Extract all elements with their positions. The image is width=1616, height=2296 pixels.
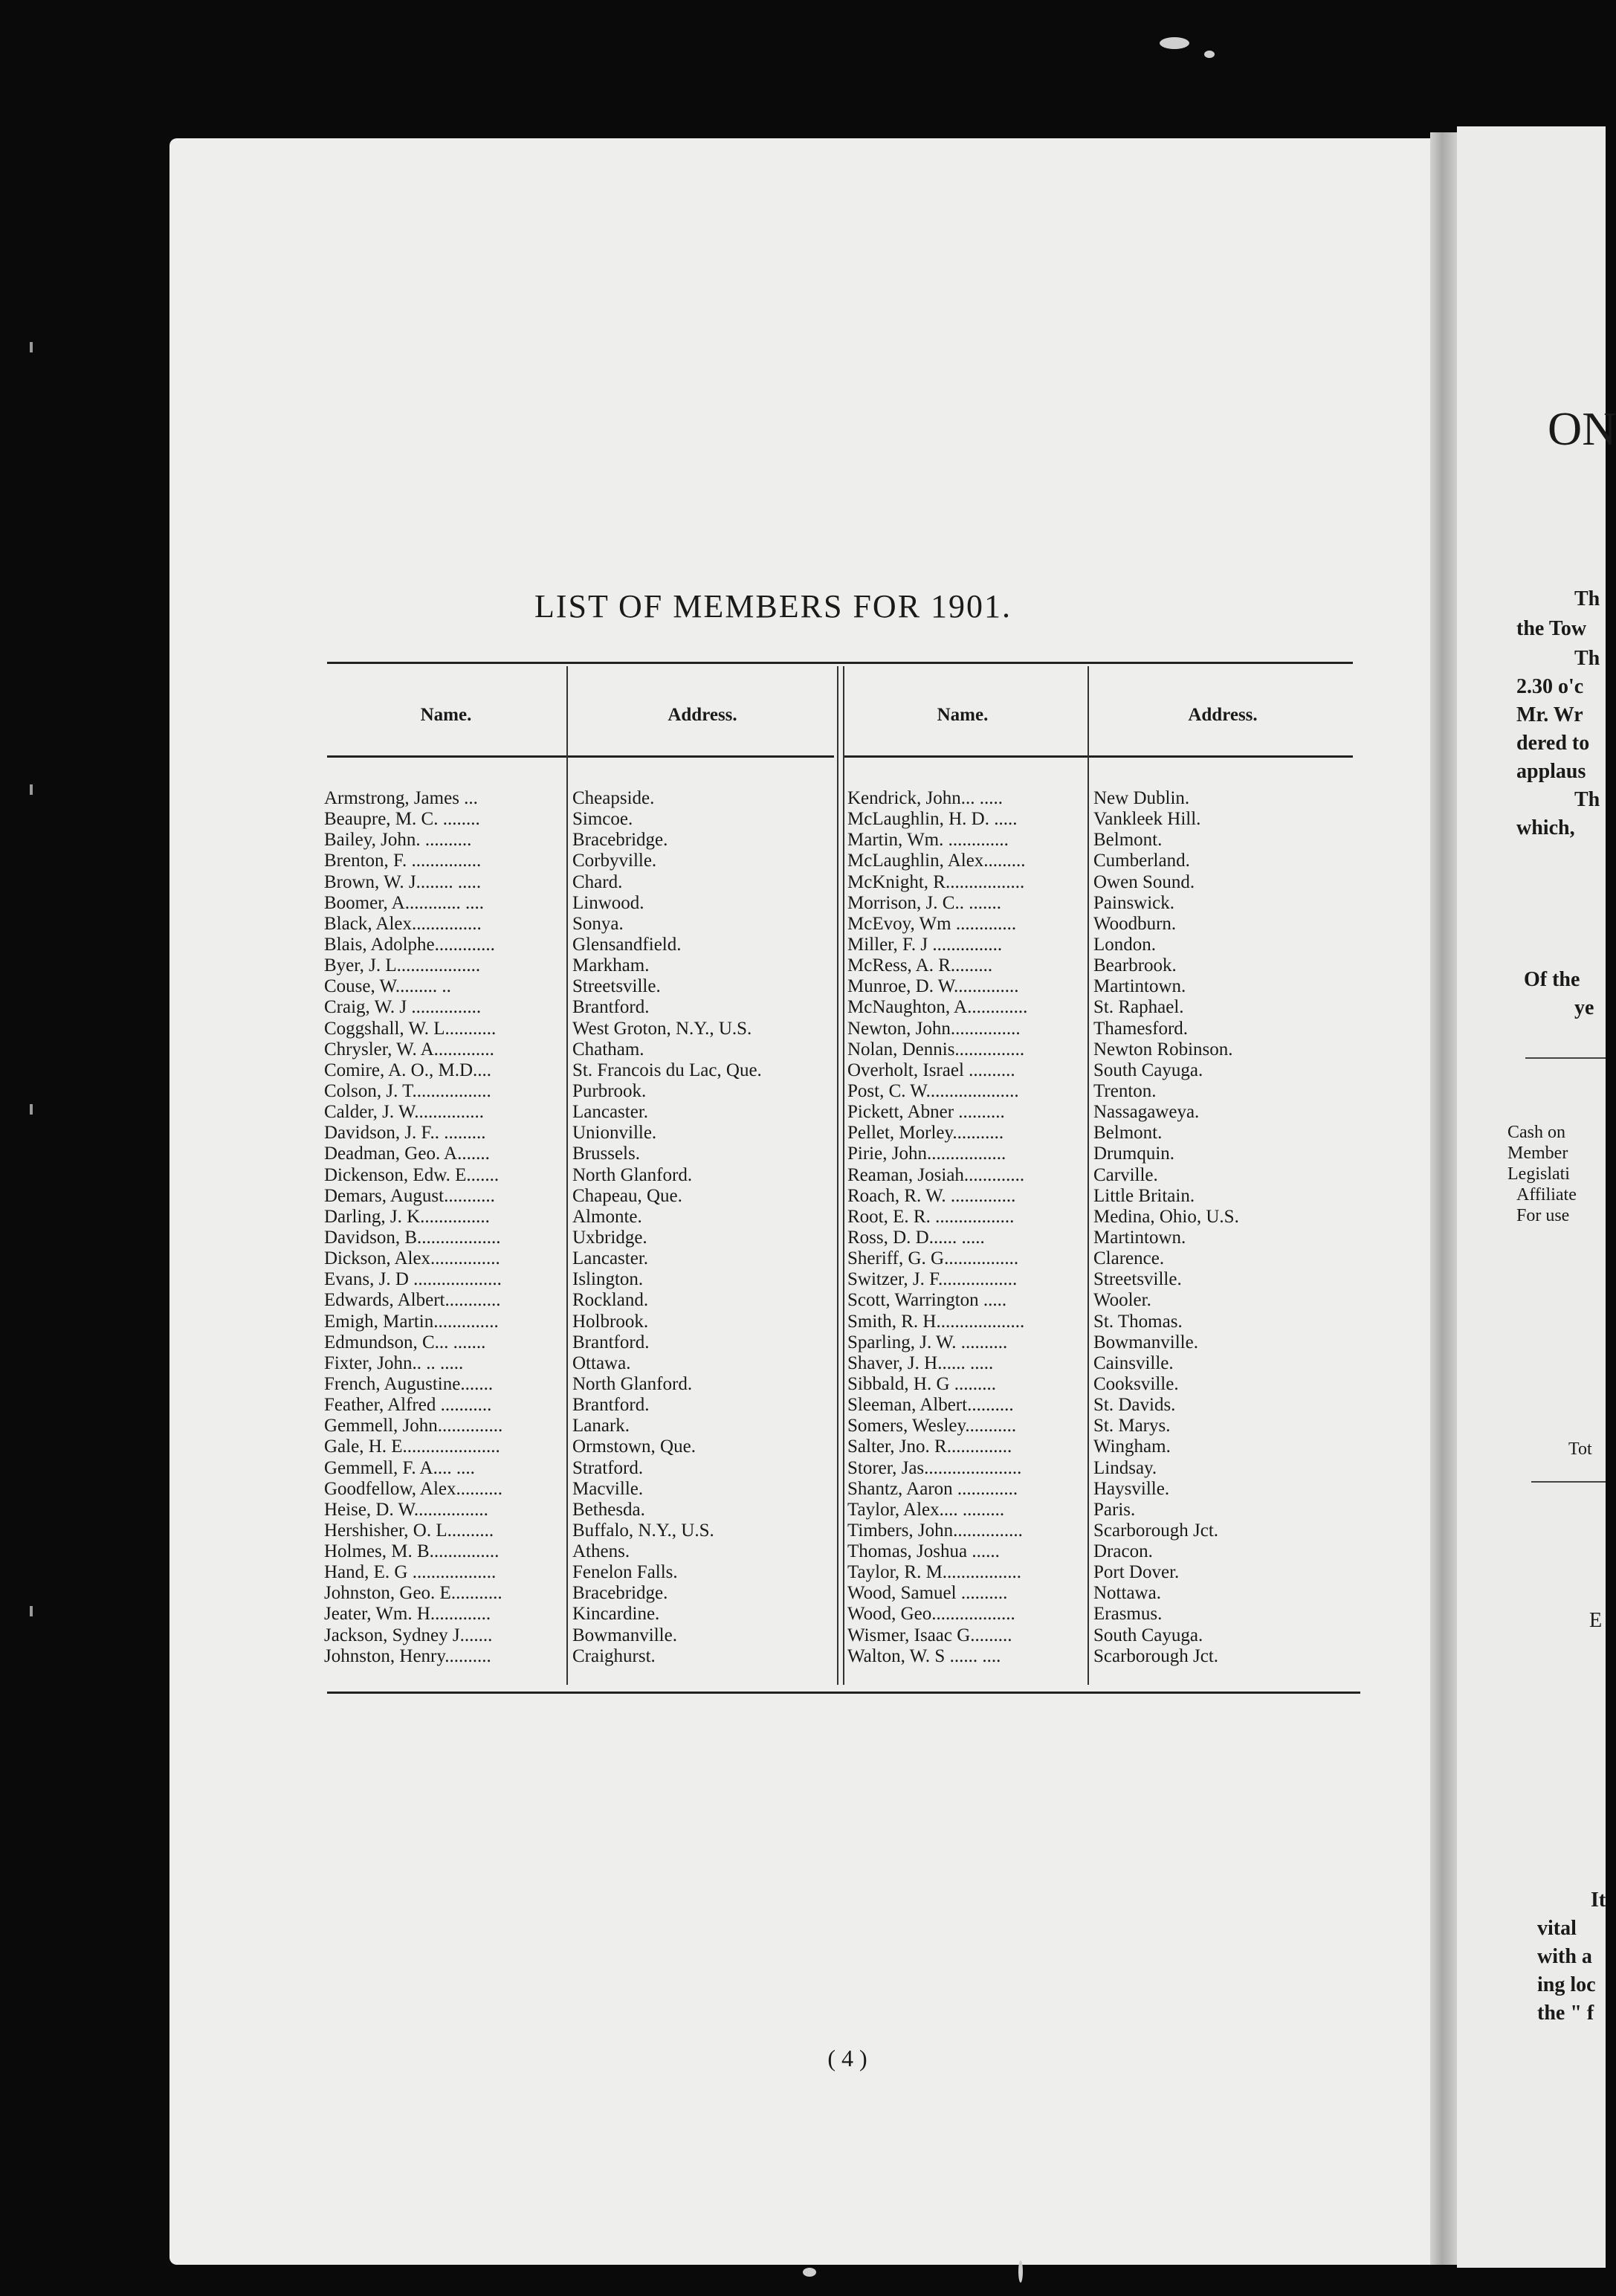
member-name: Shaver, J. H...... ..... [847, 1352, 994, 1373]
member-name: Sheriff, G. G................ [847, 1248, 1019, 1269]
member-name: Armstrong, James ... [324, 788, 478, 808]
member-address: Holbrook. [572, 1311, 649, 1332]
member-name: Wood, Samuel .......... [847, 1583, 1008, 1604]
member-name: Jeater, Wm. H............. [324, 1604, 491, 1625]
member-name: Sibbald, H. G ......... [847, 1373, 996, 1394]
member-name: Davidson, J. F.. ......... [324, 1123, 486, 1144]
member-address: Painswick. [1093, 892, 1175, 913]
facing-fragment: ing loc [1537, 1973, 1596, 1996]
member-name: McEvoy, Wm ............. [847, 913, 1017, 934]
member-address: Thamesford. [1093, 1018, 1189, 1039]
member-name: Johnston, Henry.......... [324, 1645, 491, 1666]
member-name: Scott, Warrington ..... [847, 1290, 1007, 1311]
facing-fragment: Th [1574, 587, 1600, 610]
member-address: Scarborough Jct. [1093, 1520, 1219, 1541]
member-address: Brussels. [572, 1144, 640, 1164]
facing-fragment: Th [1574, 788, 1600, 811]
facing-fragment: Tot [1568, 1439, 1592, 1459]
facing-fragment: For use [1516, 1206, 1570, 1225]
facing-fragment: Affiliate [1516, 1185, 1577, 1205]
member-address: Newton Robinson. [1093, 1039, 1233, 1060]
member-name: Boomer, A............ .... [324, 892, 484, 913]
member-addresses-right [1093, 788, 1361, 1667]
member-name: Thomas, Joshua ...... [847, 1541, 1000, 1562]
facing-fragment: Th [1574, 647, 1600, 670]
member-name: Couse, W......... .. [324, 976, 451, 997]
member-address: Trenton. [1093, 1080, 1157, 1101]
scan-mark [30, 1606, 33, 1616]
facing-fragment: Legislati [1507, 1164, 1570, 1184]
member-address: Bethesda. [572, 1499, 645, 1520]
member-address: South Cayuga. [1093, 1625, 1203, 1645]
member-name: Dickenson, Edw. E....... [324, 1164, 500, 1185]
member-name: Nolan, Dennis............... [847, 1039, 1025, 1060]
member-address: Rockland. [572, 1290, 649, 1311]
member-address: Scarborough Jct. [1093, 1645, 1219, 1666]
member-address: Woodburn. [1093, 913, 1177, 934]
member-name: Holmes, M. B............... [324, 1541, 500, 1562]
member-name: Switzer, J. F................. [847, 1269, 1018, 1290]
member-address: Nottawa. [1093, 1583, 1161, 1604]
member-name: Edwards, Albert............ [324, 1290, 501, 1311]
member-name: Evans, J. D ................... [324, 1269, 502, 1290]
member-name: Smith, R. H................... [847, 1311, 1025, 1332]
facing-fragment: vital [1537, 1917, 1577, 1940]
member-name: Gemmell, John.............. [324, 1416, 503, 1436]
facing-fragment: Member [1507, 1144, 1568, 1163]
facing-rule [1525, 1057, 1606, 1059]
table-bottom-rule [327, 1692, 1360, 1694]
page-number: ( 4 ) [827, 2045, 867, 2071]
member-address: Corbyville. [572, 851, 657, 871]
facing-fragment: which, [1516, 816, 1575, 839]
member-name: Darling, J. K............... [324, 1206, 490, 1227]
member-name: Wood, Geo.................. [847, 1604, 1015, 1625]
center-double-rule [837, 666, 838, 1685]
member-address: Little Britain. [1093, 1185, 1195, 1206]
member-name: Timbers, John............... [847, 1520, 1023, 1541]
member-name: Edmundson, C... ....... [324, 1332, 486, 1352]
book-gutter [1430, 132, 1457, 2265]
scan-speck [1204, 51, 1215, 58]
member-address: Paris. [1093, 1499, 1136, 1520]
member-name: Salter, Jno. R.............. [847, 1436, 1012, 1457]
member-address: London. [1093, 934, 1157, 955]
member-name: Taylor, R. M................. [847, 1562, 1022, 1583]
member-name: Hershisher, O. L.......... [324, 1520, 494, 1541]
member-address: New Dublin. [1093, 788, 1190, 808]
member-address: Streetsville. [572, 976, 661, 997]
member-name: Davidson, B.................. [324, 1227, 501, 1248]
member-name: Dickson, Alex............... [324, 1248, 500, 1269]
member-address: Ottawa. [572, 1352, 631, 1373]
facing-fragment: Cash on [1507, 1123, 1565, 1142]
member-address: Bowmanville. [572, 1625, 677, 1645]
scan-mark [30, 784, 33, 795]
member-name: Roach, R. W. .............. [847, 1185, 1016, 1206]
member-address: Chard. [572, 871, 623, 892]
member-name: Feather, Alfred ........... [324, 1395, 492, 1416]
member-name: Heise, D. W................ [324, 1499, 488, 1520]
member-name: Storer, Jas..................... [847, 1457, 1022, 1478]
member-address: Bracebridge. [572, 830, 668, 851]
facing-fragment: E [1589, 1609, 1603, 1632]
member-name: Reaman, Josiah............. [847, 1164, 1025, 1185]
member-address: Buffalo, N.Y., U.S. [572, 1520, 714, 1541]
scan-mark [30, 1104, 33, 1115]
member-address: Ormstown, Que. [572, 1436, 696, 1457]
table-top-rule [327, 662, 1353, 664]
member-address: Islington. [572, 1269, 644, 1290]
member-names-left [324, 788, 562, 1667]
member-name: Sleeman, Albert.......... [847, 1395, 1014, 1416]
member-address: West Groton, N.Y., U.S. [572, 1018, 752, 1039]
member-name: McLaughlin, Alex......... [847, 851, 1026, 871]
member-address: Cumberland. [1093, 851, 1190, 871]
member-address: Almonte. [572, 1206, 642, 1227]
header-underline-right [844, 755, 1353, 758]
facing-rule [1531, 1481, 1606, 1483]
member-name: Comire, A. O., M.D.... [324, 1060, 491, 1080]
member-name: Martin, Wm. ............. [847, 830, 1009, 851]
member-address: Cainsville. [1093, 1352, 1174, 1373]
member-name: French, Augustine....... [324, 1373, 494, 1394]
member-address: Markham. [572, 955, 650, 976]
member-name: Jackson, Sydney J....... [324, 1625, 493, 1645]
member-address: Lancaster. [572, 1248, 649, 1269]
member-name: Brenton, F. ............... [324, 851, 482, 871]
facing-fragment: applaus [1516, 760, 1586, 783]
member-name: Ross, D. D...... ..... [847, 1227, 985, 1248]
member-address: Drumquin. [1093, 1144, 1175, 1164]
member-name: Bailey, John. .......... [324, 830, 472, 851]
member-address: Fenelon Falls. [572, 1562, 678, 1583]
member-address: Dracon. [1093, 1541, 1153, 1562]
member-name: Post, C. W.................... [847, 1080, 1019, 1101]
facing-fragment: Of the [1524, 968, 1580, 991]
member-address: Glensandfield. [572, 934, 682, 955]
member-name: Black, Alex............... [324, 913, 482, 934]
member-name: Newton, John............... [847, 1018, 1021, 1039]
header-underline-left [327, 755, 834, 758]
member-address: Craighurst. [572, 1645, 656, 1666]
member-address: Port Dover. [1093, 1562, 1180, 1583]
member-address: Brantford. [572, 997, 650, 1018]
member-address: Linwood. [572, 892, 644, 913]
member-address: South Cayuga. [1093, 1060, 1203, 1080]
member-address: Wooler. [1093, 1290, 1151, 1311]
scan-speck [1160, 37, 1189, 49]
member-address: Carville. [1093, 1164, 1158, 1185]
member-name: Calder, J. W............... [324, 1102, 484, 1123]
member-address: Cheapside. [572, 788, 655, 808]
member-name: Morrison, J. C.. ....... [847, 892, 1001, 913]
member-name: Miller, F. J ............... [847, 934, 1003, 955]
member-address: Simcoe. [572, 809, 633, 830]
member-address: Wingham. [1093, 1436, 1171, 1457]
facing-fragment: 2.30 o'c [1516, 675, 1584, 698]
member-name: Emigh, Martin.............. [324, 1311, 499, 1332]
facing-fragment: the Tow [1516, 617, 1587, 640]
member-address: St. Raphael. [1093, 997, 1184, 1018]
member-address: Erasmus. [1093, 1604, 1163, 1625]
column-divider [566, 666, 568, 1685]
facing-fragment: with a [1537, 1945, 1592, 1968]
member-address: Owen Sound. [1093, 871, 1195, 892]
member-address: Brantford. [572, 1332, 650, 1352]
member-addresses-left [572, 788, 837, 1667]
member-address: St. Thomas. [1093, 1311, 1183, 1332]
member-address: Lanark. [572, 1416, 630, 1436]
member-address: Belmont. [1093, 1123, 1163, 1144]
member-name: Johnston, Geo. E........... [324, 1583, 502, 1604]
member-name: Munroe, D. W.............. [847, 976, 1019, 997]
facing-fragment: ON [1548, 402, 1616, 455]
member-address: Athens. [572, 1541, 630, 1562]
member-name: Coggshall, W. L........... [324, 1018, 497, 1039]
member-address: St. Davids. [1093, 1395, 1176, 1416]
member-name: Wismer, Isaac G......... [847, 1625, 1012, 1645]
center-double-rule [843, 666, 844, 1685]
member-address: Bearbrook. [1093, 955, 1177, 976]
scan-mark [30, 342, 33, 352]
member-address: Uxbridge. [572, 1227, 647, 1248]
member-name: Colson, J. T................. [324, 1080, 491, 1101]
facing-fragment: It [1591, 1889, 1606, 1912]
member-address: North Glanford. [572, 1373, 693, 1394]
member-name: Blais, Adolphe............. [324, 934, 495, 955]
member-name: Hand, E. G .................. [324, 1562, 497, 1583]
member-name: Gemmell, F. A.... .... [324, 1457, 475, 1478]
member-address: Lancaster. [572, 1102, 649, 1123]
member-address: Chapeau, Que. [572, 1185, 682, 1206]
facing-fragment: ye [1574, 996, 1594, 1019]
member-name: Fixter, John.. .. ..... [324, 1352, 464, 1373]
member-address: Kincardine. [572, 1604, 660, 1625]
facing-fragment: dered to [1516, 732, 1590, 755]
member-address: Haysville. [1093, 1478, 1170, 1499]
member-address: Cooksville. [1093, 1373, 1179, 1394]
member-name: Pickett, Abner .......... [847, 1102, 1005, 1123]
member-name: Overholt, Israel .......... [847, 1060, 1015, 1080]
member-name: Sparling, J. W. .......... [847, 1332, 1008, 1352]
member-address: Sonya. [572, 913, 624, 934]
header-address-right: Address. [1188, 705, 1258, 725]
member-name: Brown, W. J........ ..... [324, 871, 482, 892]
header-address-left: Address. [668, 705, 737, 725]
member-address: Lindsay. [1093, 1457, 1157, 1478]
member-address: Purbrook. [572, 1080, 647, 1101]
member-name: Byer, J. L.................. [324, 955, 481, 976]
member-address: St. Marys. [1093, 1416, 1171, 1436]
member-name: Craig, W. J ............... [324, 997, 482, 1018]
member-name: Kendrick, John... ..... [847, 788, 1003, 808]
member-address: Martintown. [1093, 976, 1186, 997]
member-address: Stratford. [572, 1457, 644, 1478]
scan-speck [1018, 2260, 1023, 2283]
scan-speck [803, 2268, 816, 2277]
member-name: McLaughlin, H. D. ..... [847, 809, 1018, 830]
member-address: Nassagaweya. [1093, 1102, 1200, 1123]
member-address: St. Francois du Lac, Que. [572, 1060, 762, 1080]
member-address: Chatham. [572, 1039, 644, 1060]
column-divider [1087, 666, 1089, 1685]
member-address: Macville. [572, 1478, 644, 1499]
member-name: McKnight, R................. [847, 871, 1025, 892]
member-name: Demars, August........... [324, 1185, 495, 1206]
header-name-left: Name. [420, 705, 472, 725]
member-name: Somers, Wesley........... [847, 1416, 1017, 1436]
page-title: LIST OF MEMBERS FOR 1901. [534, 588, 1012, 625]
member-address: Belmont. [1093, 830, 1163, 851]
member-address: Vankleek Hill. [1093, 809, 1201, 830]
header-name-right: Name. [937, 705, 989, 725]
member-name: Gale, H. E..................... [324, 1436, 500, 1457]
facing-fragment: Mr. Wr [1516, 703, 1583, 726]
member-address: Brantford. [572, 1395, 650, 1416]
facing-fragment: the " f [1537, 2002, 1594, 2025]
member-name: Pirie, John................. [847, 1144, 1006, 1164]
member-name: Taylor, Alex.... ......... [847, 1499, 1005, 1520]
member-name: Goodfellow, Alex.......... [324, 1478, 503, 1499]
member-name: Beaupre, M. C. ........ [324, 809, 480, 830]
member-address: Streetsville. [1093, 1269, 1182, 1290]
member-address: Clarence. [1093, 1248, 1165, 1269]
member-address: Medina, Ohio, U.S. [1093, 1206, 1239, 1227]
member-name: McRess, A. R......... [847, 955, 993, 976]
member-names-right [847, 788, 1087, 1667]
member-name: Shantz, Aaron ............. [847, 1478, 1018, 1499]
member-name: McNaughton, A............. [847, 997, 1028, 1018]
member-name: Pellet, Morley........... [847, 1123, 1004, 1144]
member-address: Martintown. [1093, 1227, 1186, 1248]
member-name: Walton, W. S ...... .... [847, 1645, 1001, 1666]
member-name: Chrysler, W. A............. [324, 1039, 494, 1060]
member-address: Bowmanville. [1093, 1332, 1198, 1352]
member-name: Deadman, Geo. A....... [324, 1144, 490, 1164]
member-name: Root, E. R. ................. [847, 1206, 1015, 1227]
member-address: North Glanford. [572, 1164, 693, 1185]
member-address: Unionville. [572, 1123, 657, 1144]
member-address: Bracebridge. [572, 1583, 668, 1604]
